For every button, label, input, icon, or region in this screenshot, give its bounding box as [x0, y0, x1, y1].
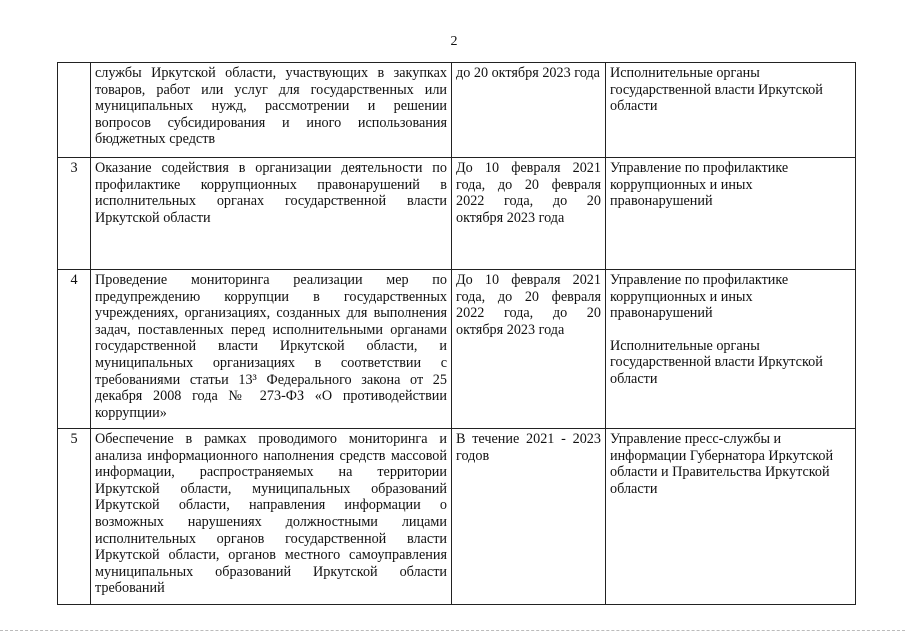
- row-number: 5: [58, 429, 91, 605]
- measure-description: службы Иркутской области, участвующих в закупках товаров, работ или услуг для государственных или муниципальных нужд, рассмотрении и решении вопросов субсидирования и иного использования бюджетных средств: [91, 63, 452, 158]
- measure-deadline: До 10 февраля 2021 года, до 20 февраля 2022 года, до 20 октября 2023 года: [452, 270, 606, 429]
- responsible-entity: Управление пресс-службы и информации Губернатора Иркутской области и Правительства Иркутской области: [610, 431, 834, 497]
- responsible-entity: Управление по профилактике коррупционных и иных правонарушений: [610, 160, 789, 210]
- measure-deadline: В течение 2021 - 2023 годов: [452, 429, 606, 605]
- measure-description: Обеспечение в рамках проводимого мониторинга и анализа информационного наполнения средств массовой информации, распространяемых на территории Иркутской области, муниципальных образований Иркутской области, направления информации о возможных нарушениях должностными лицами исполнительных органов государственной власти Иркутской области, органов местного самоуправления муниципальных образований Иркутской области требований: [91, 429, 452, 605]
- measure-deadline: до 20 октября 2023 года: [452, 63, 606, 158]
- responsible-entity: Исполнительные органы государственной власти Иркутской области: [610, 65, 823, 115]
- measure-deadline: До 10 февраля 2021 года, до 20 февраля 2022 года, до 20 октября 2023 года: [452, 158, 606, 270]
- table-row: [58, 270, 856, 429]
- page-number: 2: [450, 34, 458, 49]
- responsible-entity: Управление по профилактике коррупционных и иных правонарушений: [610, 272, 789, 322]
- measure-responsible: [606, 270, 856, 429]
- row-number: 4: [58, 270, 91, 429]
- table-row: [58, 429, 856, 605]
- table-row: [58, 158, 856, 270]
- scan-edge-divider: [0, 630, 905, 632]
- measure-description: Оказание содействия в организации деятельности по профилактике коррупционных правонарушений в исполнительных органах государственной власти Иркутской области: [91, 158, 452, 270]
- responsible-entity: Исполнительные органы государственной власти Иркутской области: [610, 337, 823, 387]
- measure-responsible: [606, 429, 856, 605]
- measure-description: Проведение мониторинга реализации мер по предупреждению коррупции в государственных учреждениях, организациях, созданных для выполнения задач, поставленных перед исполнительными органами государственной власти Иркутской области, и муниципальных организациях в соответствии с требованиями статьи 13³ Федерального закона от 25 декабря 2008 года № 273-ФЗ «О противодействии коррупции»: [91, 270, 452, 429]
- measures-table: [57, 62, 856, 605]
- measure-responsible: [606, 63, 856, 158]
- measure-responsible: [606, 158, 856, 270]
- row-number: [58, 63, 91, 158]
- row-number: 3: [58, 158, 91, 270]
- table-row: [58, 63, 856, 158]
